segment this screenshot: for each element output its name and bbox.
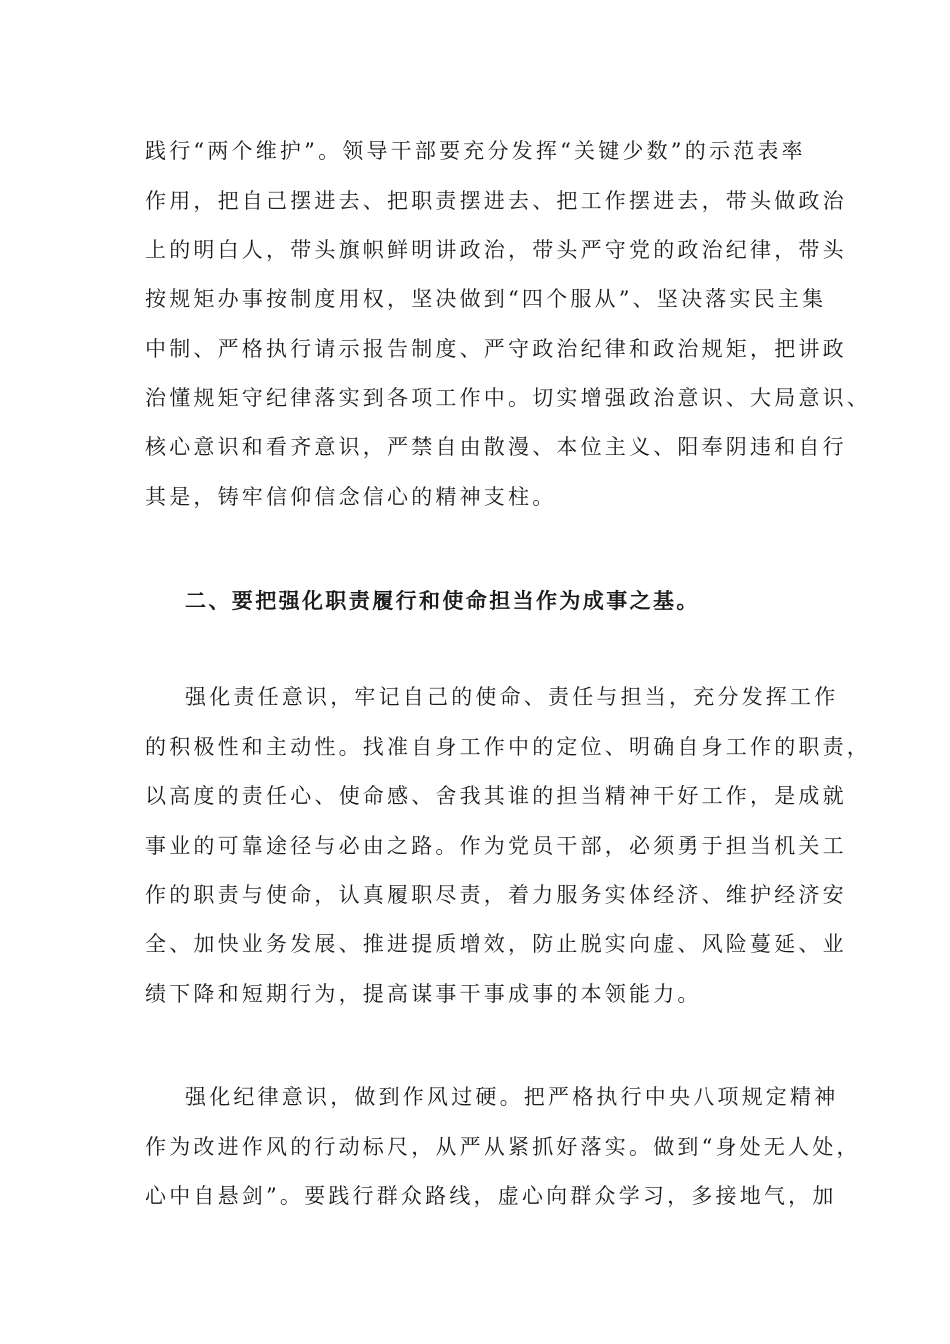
paragraph-line: 心中自悬剑”。要践行群众路线，虚心向群众学习，多接地气，加 xyxy=(145,1184,837,1208)
paragraph-line: 核心意识和看齐意识，严禁自由散漫、本位主义、阳奉阴违和自行 xyxy=(145,435,847,459)
paragraph-line: 强化纪律意识，做到作风过硬。把严格执行中央八项规定精神 xyxy=(185,1085,839,1109)
paragraph-line: 按规矩办事按制度用权，坚决做到“四个服从”、坚决落实民主集 xyxy=(145,287,827,311)
paragraph-line: 其是，铸牢信仰信念信心的精神支柱。 xyxy=(145,485,557,509)
paragraph-line: 的积极性和主动性。找准自身工作中的定位、明确自身工作的职责， xyxy=(145,735,871,759)
paragraph-line: 全、加快业务发展、推进提质增效，防止脱实向虚、风险蔓延、业 xyxy=(145,932,847,956)
paragraph-line: 作的职责与使命，认真履职尽责，着力服务实体经济、维护经济安 xyxy=(145,883,847,907)
paragraph-line: 治懂规矩守纪律落实到各项工作中。切实增强政治意识、大局意识、 xyxy=(145,386,871,410)
paragraph-line: 上的明白人，带头旗帜鲜明讲政治，带头严守党的政治纪律，带头 xyxy=(145,238,847,262)
section-heading: 二、要把强化职责履行和使命担当作为成事之基。 xyxy=(185,588,700,613)
paragraph-line: 中制、严格执行请示报告制度、严守政治纪律和政治规矩，把讲政 xyxy=(145,337,847,361)
paragraph-line: 绩下降和短期行为，提高谋事干事成事的本领能力。 xyxy=(145,982,702,1006)
paragraph-line: 作用，把自己摆进去、把职责摆进去、把工作摆进去，带头做政治 xyxy=(145,189,847,213)
paragraph-line: 事业的可靠途径与必由之路。作为党员干部，必须勇于担当机关工 xyxy=(145,834,847,858)
paragraph-line: 以高度的责任心、使命感、舍我其谁的担当精神干好工作，是成就 xyxy=(145,784,847,808)
paragraph-line: 践行“两个维护”。领导干部要充分发挥“关键少数”的示范表率 xyxy=(145,139,806,163)
paragraph-line: 强化责任意识，牢记自己的使命、责任与担当，充分发挥工作 xyxy=(185,685,839,709)
paragraph-line: 作为改进作风的行动标尺，从严从紧抓好落实。做到“身处无人处， xyxy=(145,1135,861,1159)
